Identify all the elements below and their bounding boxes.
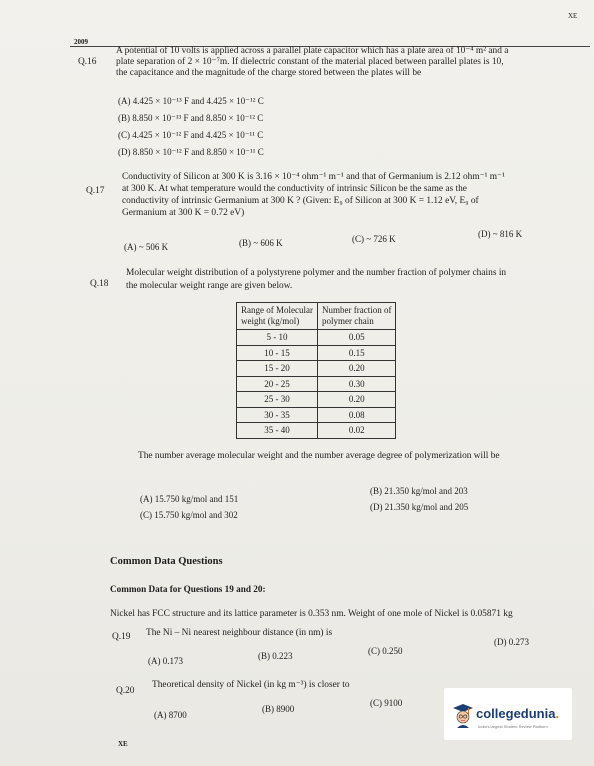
header-line: weight (kg/mol): [241, 316, 300, 326]
brand-dot: .: [555, 706, 560, 721]
question-prompt: The number average molecular weight and the number average degree of polymerization will be: [138, 451, 500, 461]
table-row: [237, 330, 396, 346]
question-line: the molecular weight range are given below.: [126, 281, 293, 291]
question-text: Theoretical density of Nickel (in kg m⁻³) is closer to: [152, 680, 350, 690]
option-a: (A) 8700: [154, 710, 187, 720]
question-text: The Ni – Ni nearest neighbour distance (in nm) is: [146, 628, 333, 638]
option-a: (A) 0.173: [148, 656, 183, 666]
fraction-cell: 0.20: [317, 392, 395, 408]
range-cell: 5 - 10: [237, 330, 318, 346]
question-line: Conductivity of Silicon at 300 K is 3.16 × 10⁻⁴ ohm⁻¹ m⁻¹ and that of Germanium is 2.12 ohm⁻¹ m⁻¹: [122, 172, 505, 182]
option-a: (A) 15.750 kg/mol and 151: [140, 494, 239, 504]
brand-text: collegedunia: [476, 706, 556, 721]
option-d: (D) ~ 816 K: [478, 229, 523, 239]
table-row: [237, 376, 396, 392]
question-line: at 300 K. At what temperature would the conductivity of intrinsic Silicon be the same as the: [122, 184, 467, 194]
table-row: [237, 361, 396, 377]
option-b: (B) ~ 606 K: [239, 238, 283, 248]
option-b: (B) 8.850 × 10⁻¹³ F and 8.850 × 10⁻¹² C: [118, 113, 264, 123]
option-d: (D) 21.350 kg/mol and 205: [370, 502, 469, 512]
question-line: conductivity of intrinsic Germanium at 300 K ? (Given: E₉ of Silicon at 300 K = 1.12 eV, E₉ of: [122, 196, 479, 206]
question-line: the capacitance and the magnitude of the charge stored between the plates will be: [116, 68, 422, 78]
table-row: [237, 345, 396, 361]
molecular-weight-table: [236, 302, 396, 439]
option-c: (C) ~ 726 K: [352, 234, 396, 244]
fraction-cell: 0.20: [317, 361, 395, 377]
year-label: 2009: [74, 38, 88, 46]
question-number: Q.16: [78, 57, 97, 67]
table-header-cell: [317, 303, 395, 330]
paper-code: XE: [568, 12, 578, 20]
table-row: [237, 423, 396, 439]
option-d: (D) 0.273: [494, 637, 529, 647]
range-cell: 35 - 40: [237, 423, 318, 439]
fraction-cell: 0.15: [317, 345, 395, 361]
question-number: Q.17: [86, 186, 105, 196]
graduate-icon: [452, 703, 474, 729]
range-cell: 10 - 15: [237, 345, 318, 361]
question-number: Q.19: [112, 632, 131, 642]
question-line: Molecular weight distribution of a polystyrene polymer and the number fraction of polymer chains in: [126, 268, 507, 278]
header-line: polymer chain: [321, 316, 374, 326]
range-cell: 25 - 30: [237, 392, 318, 408]
question-line: Germanium at 300 K = 0.72 eV): [122, 208, 245, 218]
option-c: (C) 0.250: [368, 646, 403, 656]
option-b: (B) 8900: [262, 704, 295, 714]
fraction-cell: 0.02: [317, 423, 395, 439]
header-line: Range of Molecular: [241, 305, 313, 315]
table-row: [237, 407, 396, 423]
question-number: Q.20: [116, 686, 135, 696]
option-c: (C) 4.425 × 10⁻¹² F and 4.425 × 10⁻¹¹ C: [118, 130, 264, 140]
header-line: Number fraction of: [321, 305, 392, 315]
question-line: A potential of 10 volts is applied across a parallel plate capacitor which has a plate area of 10⁻⁴ m² and a: [116, 46, 509, 56]
range-cell: 30 - 35: [237, 407, 318, 423]
option-d: (D) 8.850 × 10⁻¹² F and 8.850 × 10⁻¹¹ C: [118, 147, 264, 157]
watermark-tagline: India's largest Student Review Platform: [478, 724, 548, 729]
option-c: (C) 9100: [370, 698, 403, 708]
option-c: (C) 15.750 kg/mol and 302: [140, 510, 238, 520]
option-a: (A) 4.425 × 10⁻¹³ F and 4.425 × 10⁻¹² C: [118, 96, 264, 106]
question-line: plate separation of 2 × 10⁻⁷m. If dielectric constant of the material placed between parallel plates is 10,: [116, 57, 504, 67]
range-cell: 20 - 25: [237, 376, 318, 392]
common-data-heading: Common Data Questions: [110, 556, 223, 567]
option-b: (B) 0.223: [258, 651, 293, 661]
range-cell: 15 - 20: [237, 361, 318, 377]
footer-code: XE: [118, 740, 128, 748]
common-data-statement: Nickel has FCC structure and its lattice parameter is 0.353 nm. Weight of one mole of Nickel is 0.05871 kg: [110, 609, 513, 619]
fraction-cell: 0.30: [317, 376, 395, 392]
option-b: (B) 21.350 kg/mol and 203: [370, 486, 468, 496]
watermark-brand: [476, 706, 559, 721]
common-data-subheading: Common Data for Questions 19 and 20:: [110, 584, 266, 594]
table-row: [237, 392, 396, 408]
option-a: (A) ~ 506 K: [124, 242, 169, 252]
question-number: Q.18: [90, 279, 109, 289]
fraction-cell: 0.05: [317, 330, 395, 346]
fraction-cell: 0.08: [317, 407, 395, 423]
table-header-cell: [237, 303, 318, 330]
table-header-row: [237, 303, 396, 330]
